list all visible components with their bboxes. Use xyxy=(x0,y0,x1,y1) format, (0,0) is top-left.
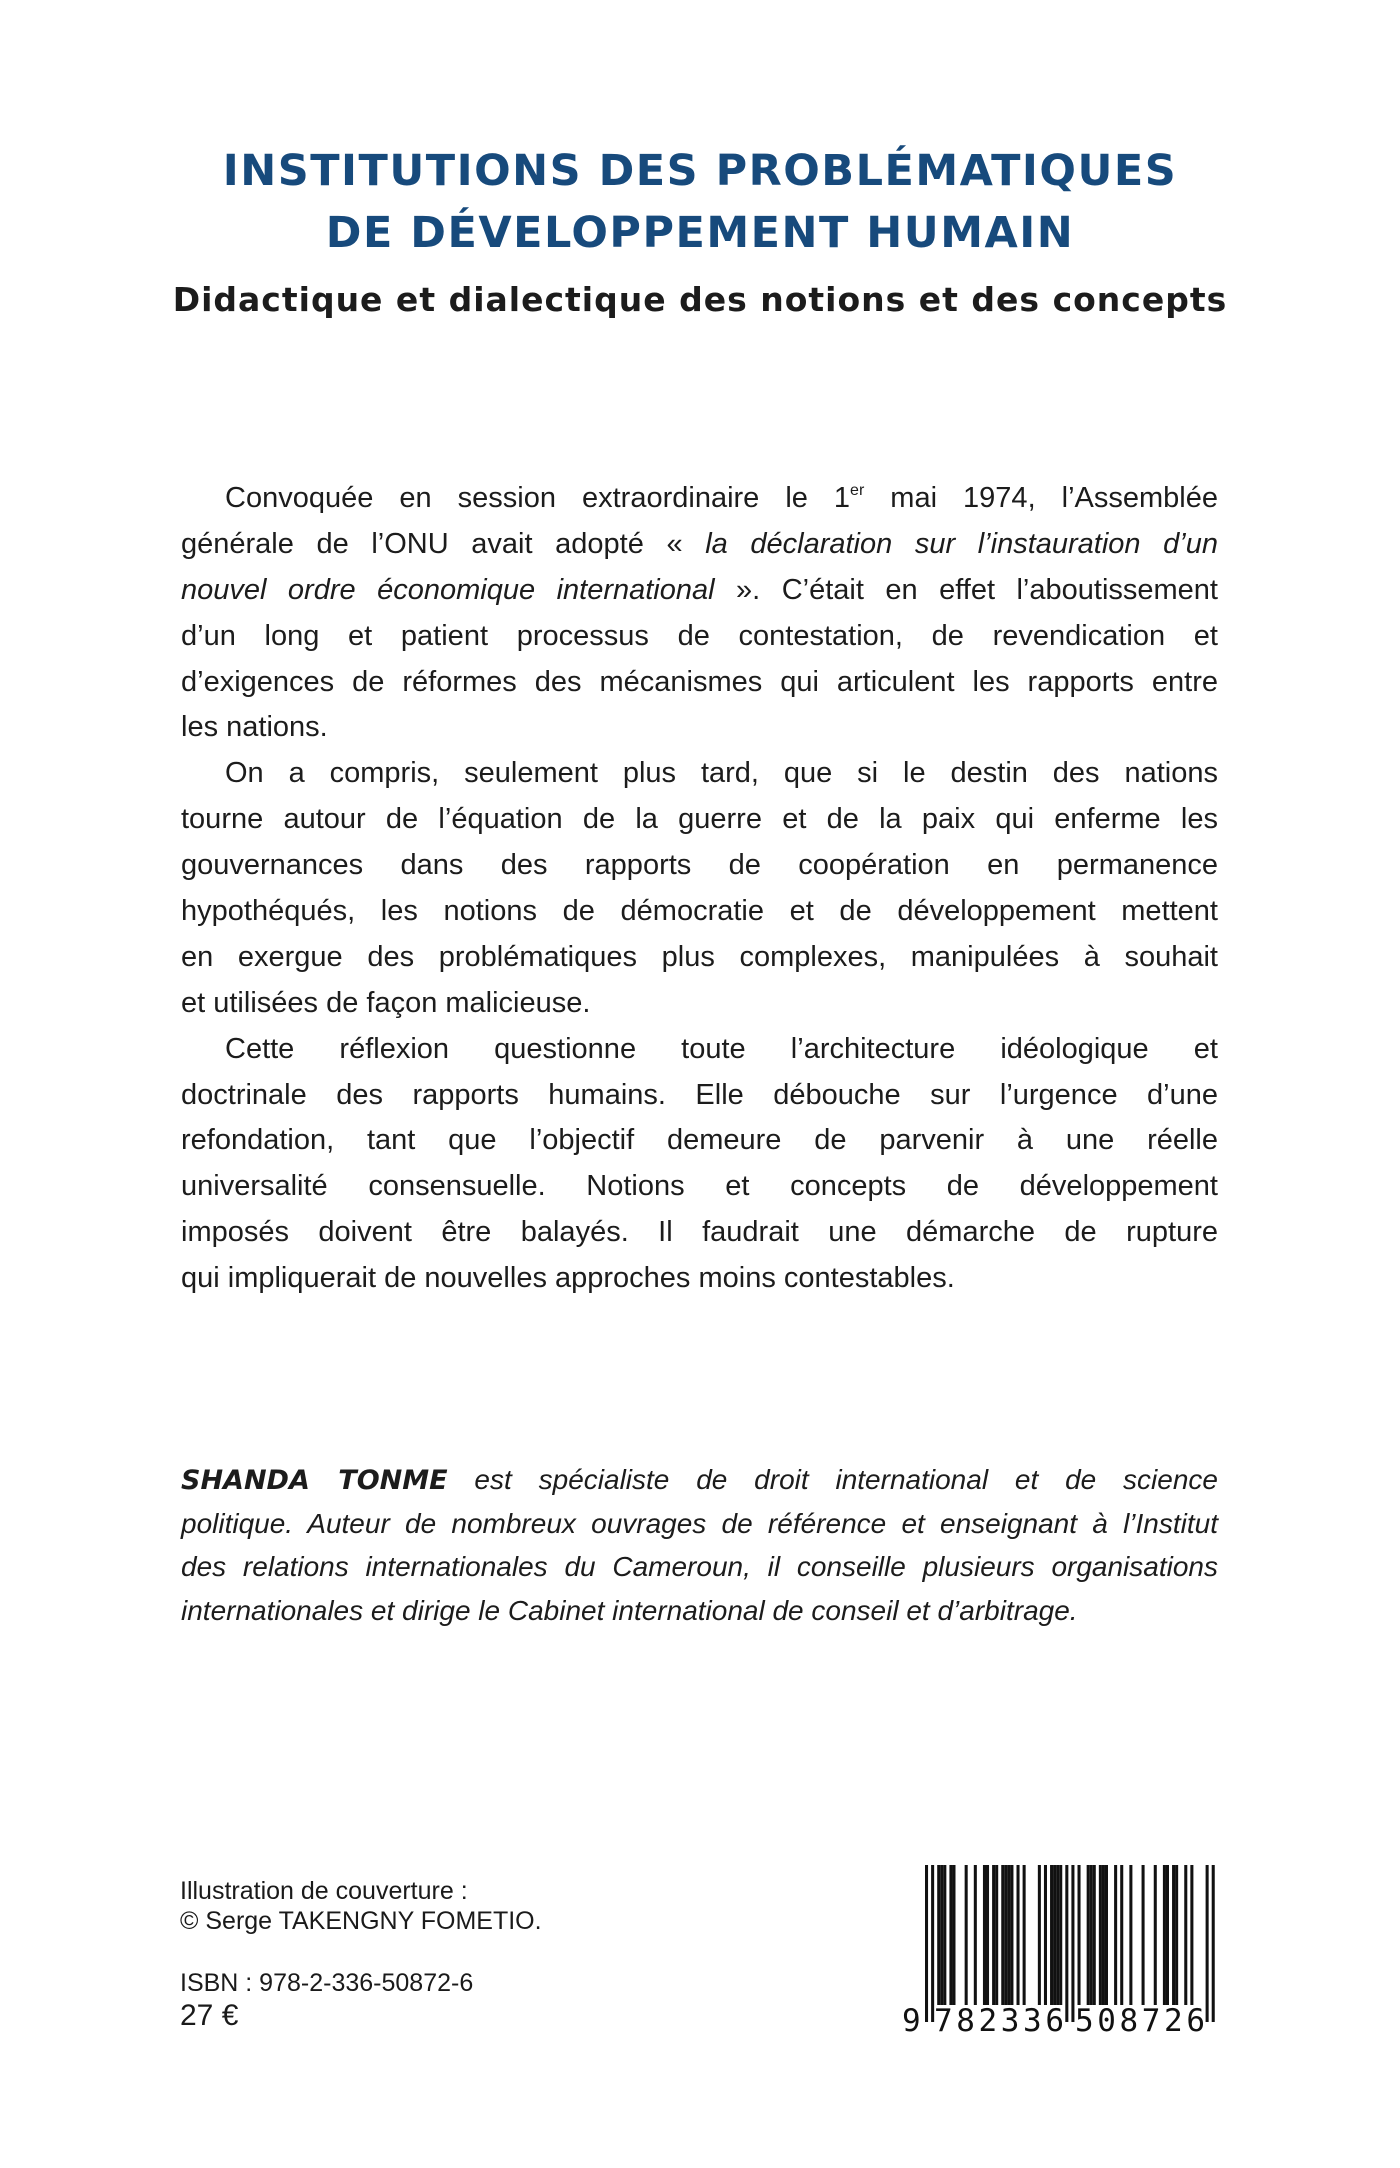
paragraph-2-line: hypothéqués, les notions de démocratie et de développement mettent xyxy=(181,895,1218,928)
paragraph-3-line: doctrinale des rapports humains. Elle débouche sur l’urgence d’une xyxy=(181,1078,1218,1111)
barcode-digits-left: 782336 xyxy=(934,2003,1068,2039)
paragraph-3-line: Cette réflexion questionne toute l’architecture idéologique et xyxy=(225,1032,1218,1065)
paragraph-1-line: Convoquée en session extraordinaire le 1er mai 1974, l’Assemblée xyxy=(225,482,1218,514)
author-bio-line: internationales et dirige le Cabinet international de conseil et d’arbitrage. xyxy=(181,1594,1078,1626)
author-bio-line: SHANDA TONME est spécialiste de droit international et de science xyxy=(181,1464,1218,1496)
price: 27 € xyxy=(180,1999,239,2032)
illustration-credit: © Serge TAKENGNY FOMETIO. xyxy=(180,1907,542,1935)
paragraph-3-line: qui impliquerait de nouvelles approches moins contestables. xyxy=(181,1262,955,1295)
illustration-label: Illustration de couverture : xyxy=(180,1877,468,1905)
title-line-2: DE DÉVELOPPEMENT HUMAIN xyxy=(325,208,1075,258)
author-bio-line: des relations internationales du Cameroun, il conseille plusieurs organisations xyxy=(181,1551,1218,1582)
credits-block xyxy=(180,1876,542,2034)
paragraph-2-line: tourne autour de l’équation de la guerre et de la paix qui enferme les xyxy=(181,803,1218,836)
title-line-1: INSTITUTIONS DES PROBLÉMATIQUES xyxy=(222,146,1178,196)
book-title xyxy=(0,140,1400,264)
book-subtitle: Didactique et dialectique des notions et des concepts xyxy=(172,280,1228,319)
paragraph-3-line: imposés doivent être balayés. Il faudrait une démarche de rupture xyxy=(181,1216,1218,1249)
paragraph-1-line: générale de l’ONU avait adopté « la déclaration sur l’instauration d’un xyxy=(181,527,1218,560)
paragraph-3-line: refondation, tant que l’objectif demeure de parvenir à une réelle xyxy=(181,1124,1218,1157)
author-name: SHANDA TONME xyxy=(181,1465,448,1496)
paragraph-2-line: et utilisées de façon malicieuse. xyxy=(181,986,591,1019)
paragraph-2-line: en exergue des problématiques plus complexes, manipulées à souhait xyxy=(181,940,1218,973)
paragraph-2-line: On a compris, seulement plus tard, que si le destin des nations xyxy=(225,757,1218,790)
paragraph-1-line: d’exigences de réformes des mécanismes qui articulent les rapports entre xyxy=(181,665,1218,698)
author-bio xyxy=(181,1458,1218,1632)
author-bio-line: politique. Auteur de nombreux ouvrages de référence et enseignant à l’Institut xyxy=(181,1507,1218,1539)
paragraph-1-line: les nations. xyxy=(181,711,328,744)
paragraph-1-line: d’un long et patient processus de contestation, de revendication et xyxy=(181,619,1218,652)
barcode-digits-right: 508726 xyxy=(1075,2003,1209,2039)
paragraph-3-line: universalité consensuelle. Notions et concepts de développement xyxy=(181,1170,1218,1203)
spacer xyxy=(180,1936,542,1968)
isbn: ISBN : 978-2-336-50872-6 xyxy=(180,1969,474,1997)
paragraph-2-line: gouvernances dans des rapports de coopération en permanence xyxy=(181,849,1218,882)
paragraph-1-line: nouvel ordre économique international ». C’était en effet l’aboutissement xyxy=(181,573,1218,606)
back-cover-blurb xyxy=(181,476,1218,1302)
barcode-digit-lead: 9 xyxy=(902,2003,921,2039)
